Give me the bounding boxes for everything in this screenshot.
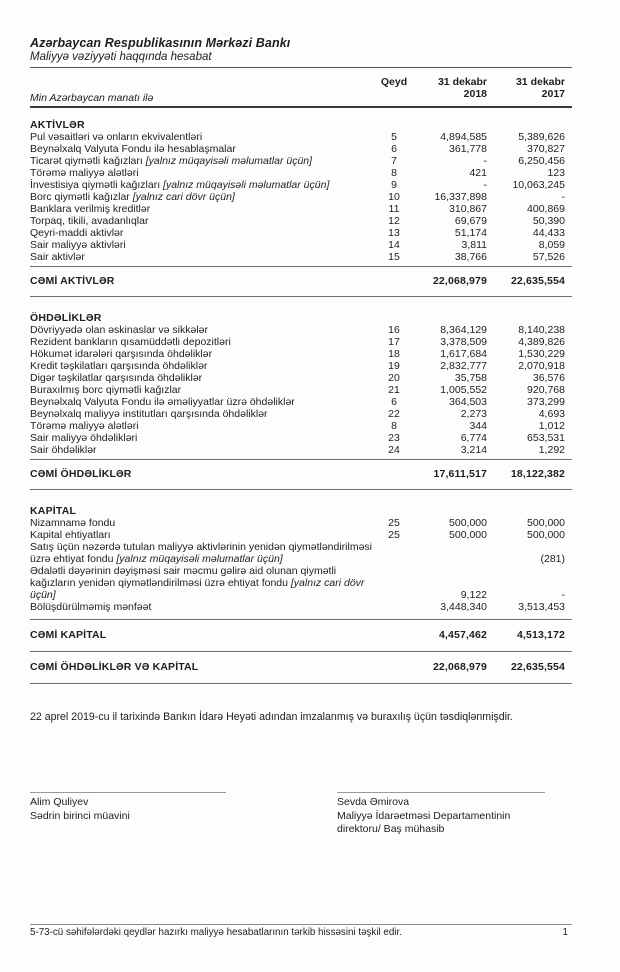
footer-note: 5-73-cü səhifələrdəki qeydlər hazırkı maliyyə hesabatlarının tərkib hissəsini təşkil edir. [30,927,402,938]
row-value-2018: 1,005,552 [440,384,487,396]
row-value-2018: 2,273 [460,408,487,420]
row-label: İnvestisiya qiymətli kağızları [yalnız müqayisəli məlumatlar üçün] [30,179,330,191]
total-value-2018: 22,068,979 [432,661,487,673]
signature-block-right [337,792,545,837]
assets-rows [30,131,572,263]
row-note-ref: 10 [388,191,400,203]
section-title-assets: AKTİVLƏR [30,119,85,131]
row-note-ref: 12 [388,215,400,227]
table-row [30,239,572,251]
row-note-ref: 14 [388,239,400,251]
row-value-2018: 3,378,509 [440,336,487,348]
row-value-2018: 3,448,340 [440,601,487,613]
row-note-ref: 8 [391,167,397,179]
row-label: Beynəlxalq maliyyə institutları qarşısında öhdəliklər [30,408,268,420]
row-note-ref: 6 [391,396,397,408]
table-row [30,372,572,384]
table-row [30,203,572,215]
row-note-ref: 25 [388,529,400,541]
table-row [30,227,572,239]
table-row [30,541,572,565]
page-number: 1 [562,927,568,938]
unit-note: Min Azərbaycan manatı ilə [30,92,154,104]
financial-table [30,76,572,684]
row-value-2018: 344 [469,420,487,432]
row-label: Nizamnamə fondu [30,517,116,529]
signer-title: Maliyyə İdarəetməsi Departamentinin direktoru/ Baş mühasib [337,809,511,835]
approval-note: 22 aprel 2019-cu il tarixində Bankın İdarə Heyəti adından imzalanmış və buraxılış üçün təsdiqlənmişdir. [30,711,513,723]
row-value-2018: 310,867 [449,203,487,215]
row-label: Kapital ehtiyatları [30,529,111,541]
liabilities-rows [30,324,572,456]
total-value-2017: 22,635,554 [510,275,565,287]
document-header [30,36,572,68]
row-note-ref: 21 [388,384,400,396]
table-row [30,348,572,360]
row-value-2018: 3,811 [461,239,487,251]
bank-name: Azərbaycan Respublikasının Mərkəzi Bankı [30,36,291,50]
row-value-2018: 3,214 [460,444,487,456]
row-note-ref: 18 [388,348,400,360]
column-header-2017: 31 dekabr 2017 [515,76,565,100]
row-label: Kredit təşkilatları qarşısında öhdəliklər [30,360,208,372]
row-label: Törəmə maliyyə alətləri [30,167,139,179]
row-label: Beynəlxalq Valyuta Fondu ilə hesablaşmalar [30,143,236,155]
row-note-ref: 17 [388,336,400,348]
row-label: Ədalətli dəyərinin dəyişməsi sair məcmu gəlirə aid olunan qiymətli kağızların yenidən qiymətləndirilməsi üzrə ehtiyat fondu [yalnız cari dövr üçün] [30,565,365,601]
row-label: Rezident bankların qısamüddətli depozitləri [30,336,231,348]
report-title: Maliyyə vəziyyəti haqqında hesabat [30,50,572,68]
row-label: Qeyri-maddi aktivlər [30,227,124,239]
column-header-note: Qeyd [380,76,408,88]
total-value-2018: 22,068,979 [432,275,487,287]
capital-rows [30,517,572,613]
row-label: Sair öhdəliklər [30,444,97,456]
row-value-2018: 38,766 [454,251,487,263]
row-value-2017: 653,531 [527,432,565,444]
row-value-2018: 51,174 [454,227,487,239]
row-value-2017: 1,292 [538,444,565,456]
row-value-2017: (281) [540,553,565,565]
signature-line [337,792,545,793]
row-value-2017: 44,433 [532,227,565,239]
total-label: CƏMİ ÖHDƏLİKLƏR VƏ KAPİTAL [30,661,199,673]
row-label: Borc qiymətli kağızlar [yalnız cari dövr üçün] [30,191,235,203]
table-row [30,408,572,420]
row-value-2017: 2,070,918 [518,360,565,372]
table-row [30,155,572,167]
total-label: CƏMİ AKTİVLƏR [30,275,115,287]
row-label: Dövriyyədə olan əskinaslar və sikkələr [30,324,208,336]
signer-name: Sevda Əmirova [337,796,410,808]
signer-name: Alim Quliyev [30,796,89,808]
row-label: Sair maliyyə öhdəlikləri [30,432,138,444]
section-title-capital: KAPİTAL [30,505,77,517]
row-value-2017: 36,576 [532,372,565,384]
row-value-2018: 35,758 [454,372,487,384]
row-value-2018: 16,337,898 [434,191,487,203]
table-row [30,384,572,396]
row-value-2017: 1,012 [538,420,565,432]
row-value-2017: 370,827 [527,143,565,155]
row-note-ref: 20 [388,372,400,384]
row-note-ref: 6 [391,143,397,155]
table-row [30,444,572,456]
row-note-ref: 11 [388,203,400,215]
row-value-2017: 8,059 [538,239,565,251]
row-note-ref: 13 [388,227,400,239]
row-label: Sair maliyyə aktivləri [30,239,126,251]
table-column-headers [30,76,572,108]
row-value-2017: 1,530,229 [518,348,565,360]
table-row [30,215,572,227]
column-header-2018: 31 dekabr 2018 [437,76,487,100]
row-label: Pul vəsaitləri və onların ekvivalentləri [30,131,203,143]
total-capital-row [30,619,572,652]
row-value-2017: 400,869 [527,203,565,215]
row-note-ref: 25 [388,517,400,529]
row-value-2017: 57,526 [532,251,565,263]
table-row [30,601,572,613]
row-value-2018: 9,122 [460,589,487,601]
row-value-2018: 6,774 [460,432,487,444]
total-value-2018: 17,611,517 [433,468,487,480]
row-value-2017: 123 [547,167,565,179]
row-note-ref: 7 [391,155,397,167]
row-value-2017: 920,768 [527,384,565,396]
row-value-2018: 361,778 [449,143,487,155]
row-value-2018: - [483,155,487,167]
table-row [30,131,572,143]
row-value-2018: 500,000 [449,529,487,541]
table-row [30,565,572,601]
signature-line [30,792,226,793]
row-label: Torpaq, tikili, avadanlıqlar [30,215,149,227]
row-value-2018: 364,503 [449,396,487,408]
section-title-liabilities: ÖHDƏLİKLƏR [30,312,102,324]
total-value-2017: 18,122,382 [510,468,565,480]
total-liabilities-row [30,459,572,490]
table-row [30,191,572,203]
row-label: Banklara verilmiş kreditlər [30,203,151,215]
table-row [30,336,572,348]
row-value-2018: - [483,179,487,191]
row-value-2017: - [561,589,565,601]
total-value-2017: 22,635,554 [510,661,565,673]
total-value-2018: 4,457,462 [438,629,487,641]
row-value-2017: 6,250,456 [518,155,565,167]
table-row [30,143,572,155]
row-value-2018: 1,617,684 [440,348,487,360]
row-label: Ticarət qiymətli kağızları [yalnız müqayisəli məlumatlar üçün] [30,155,313,167]
table-row [30,179,572,191]
row-value-2017: 8,140,238 [518,324,565,336]
row-note-ref: 16 [388,324,400,336]
row-label: Sair aktivlər [30,251,85,263]
table-row [30,324,572,336]
row-value-2018: 421 [469,167,487,179]
table-row [30,396,572,408]
page-footer [30,924,572,939]
row-value-2018: 2,832,777 [440,360,487,372]
table-row [30,251,572,263]
row-value-2018: 69,679 [454,215,487,227]
row-value-2018: 500,000 [449,517,487,529]
row-label: Törəmə maliyyə alətləri [30,420,139,432]
row-label: Bölüşdürülməmiş mənfəət [30,601,152,613]
row-label: Digər təşkilatlar qarşısında öhdəliklər [30,372,203,384]
row-note-ref: 8 [391,420,397,432]
row-value-2018: 8,364,129 [440,324,487,336]
row-label: Satış üçün nəzərdə tutulan maliyyə aktivlərinin yenidən qiymətləndirilməsi üzrə ehtiyat fondu [yalnız müqayisəli məlumatlar üçün] [30,541,373,565]
signature-block-left [30,792,226,823]
row-value-2017: 4,693 [538,408,565,420]
table-row [30,517,572,529]
row-value-2017: 10,063,245 [512,179,565,191]
signer-title: Sədrin birinci müavini [30,809,130,822]
table-row [30,432,572,444]
total-label: CƏMİ ÖHDƏLİKLƏR [30,468,132,480]
row-value-2017: 500,000 [527,517,565,529]
row-note-ref: 23 [388,432,400,444]
row-value-2017: 500,000 [527,529,565,541]
row-note-ref: 19 [388,360,400,372]
row-value-2017: 50,390 [532,215,565,227]
table-row [30,167,572,179]
row-note-ref: 5 [391,131,397,143]
row-value-2017: 5,389,626 [518,131,565,143]
row-value-2018: 4,894,585 [440,131,487,143]
row-value-2017: 373,299 [527,396,565,408]
row-label: Buraxılmış borc qiymətli kağızlar [30,384,182,396]
total-value-2017: 4,513,172 [516,629,565,641]
row-label: Beynəlxalq Valyuta Fondu ilə əməliyyatlar üzrə öhdəliklər [30,396,295,408]
table-row [30,360,572,372]
grand-total-row [30,652,572,684]
row-note-ref: 15 [388,251,400,263]
row-note-ref: 22 [388,408,400,420]
total-label: CƏMİ KAPİTAL [30,629,107,641]
row-value-2017: - [561,191,565,203]
row-label: Hökumət idarələri qarşısında öhdəliklər [30,348,213,360]
table-row [30,529,572,541]
total-assets-row [30,266,572,297]
row-note-ref: 9 [391,179,397,191]
row-value-2017: 3,513,453 [518,601,565,613]
row-note-ref: 24 [388,444,400,456]
table-row [30,420,572,432]
row-value-2017: 4,389,826 [518,336,565,348]
